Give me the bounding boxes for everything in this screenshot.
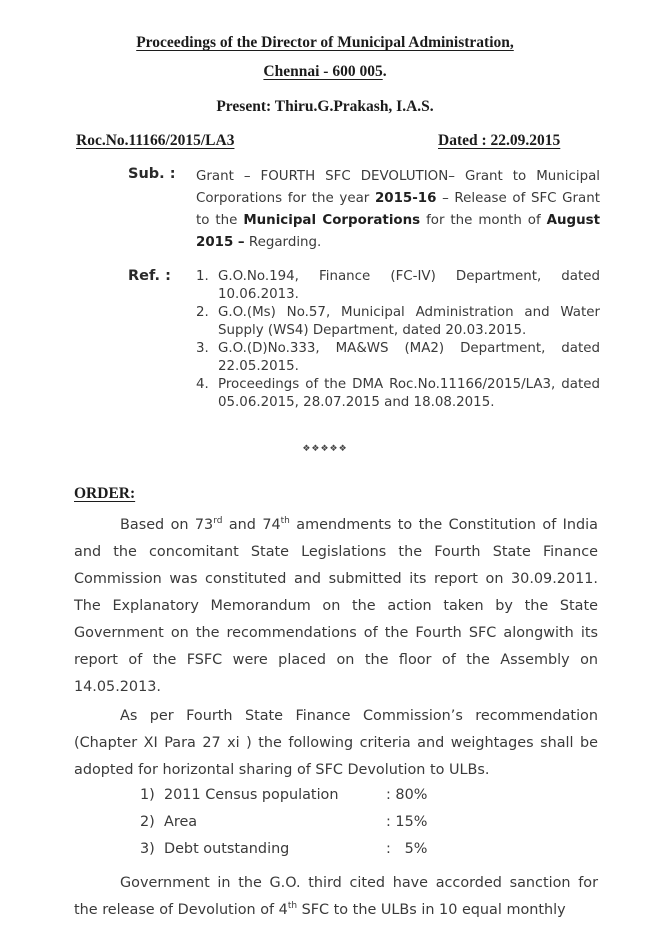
- order-paragraph-3: Government in the G.O. third cited have accorded sanction for the release of Devolution of 4th SFC to the ULBs in 10 equal monthly: [74, 875, 598, 918]
- order-paragraph-2: As per Fourth State Finance Commission’s recommendation (Chapter XI Para 27 xi ) the following criteria and weightages shall be adopted for horizontal sharing of SFC Devolution to ULBs.: [74, 708, 598, 778]
- proceedings-title: Proceedings of the Director of Municipal Administration,: [136, 34, 514, 51]
- criteria-row: 2) Area : 15%: [140, 814, 428, 830]
- order-paragraph-1: Based on 73rd and 74th amendments to the Constitution of India and the concomitant State Legislations the Fourth State Finance Commission was constituted and submitted its report on 30.09.2011. The Explanatory Memorandum on the action taken by the State Government on the recommendations of the Fourth SFC alongwith its report of the FSFC were placed on the floor of the Assembly on 14.05.2013.: [74, 516, 598, 695]
- document-date: Dated : 22.09.2015: [438, 132, 561, 149]
- criteria-row: 3) Debt outstanding : 5%: [140, 841, 428, 857]
- separator-ornament: ❖❖❖❖❖: [302, 443, 348, 453]
- subject-text: Grant – FOURTH SFC DEVOLUTION– Grant to Municipal Corporations for the year 2015-16 – Release of SFC Grant to the Municipal Corporations for the month of August 2015 – Regarding.: [196, 169, 600, 250]
- office-address: Chennai - 600 005.: [263, 63, 387, 80]
- reference-list: [196, 268, 600, 412]
- criteria-list: [140, 782, 440, 863]
- subject-label: Sub. :: [128, 166, 176, 182]
- reference-number: Roc.No.11166/2015/LA3: [76, 132, 235, 149]
- reference-item: 3. G.O.(D)No.333, MA&WS (MA2) Department, dated 22.05.2015.: [196, 341, 600, 374]
- reference-label: Ref. :: [128, 268, 171, 284]
- present-officer: Present: Thiru.G.Prakash, I.A.S.: [216, 98, 434, 115]
- reference-item: 4. Proceedings of the DMA Roc.No.11166/2015/LA3, dated 05.06.2015, 28.07.2015 and 18.08.2015.: [196, 377, 600, 410]
- reference-item: 2. G.O.(Ms) No.57, Municipal Administration and Water Supply (WS4) Department, dated 20.03.2015.: [196, 305, 600, 338]
- order-heading: ORDER:: [74, 485, 136, 502]
- criteria-row: 1) 2011 Census population : 80%: [140, 787, 428, 803]
- reference-item: 1. G.O.No.194, Finance (FC-IV) Department, dated 10.06.2013.: [196, 269, 600, 302]
